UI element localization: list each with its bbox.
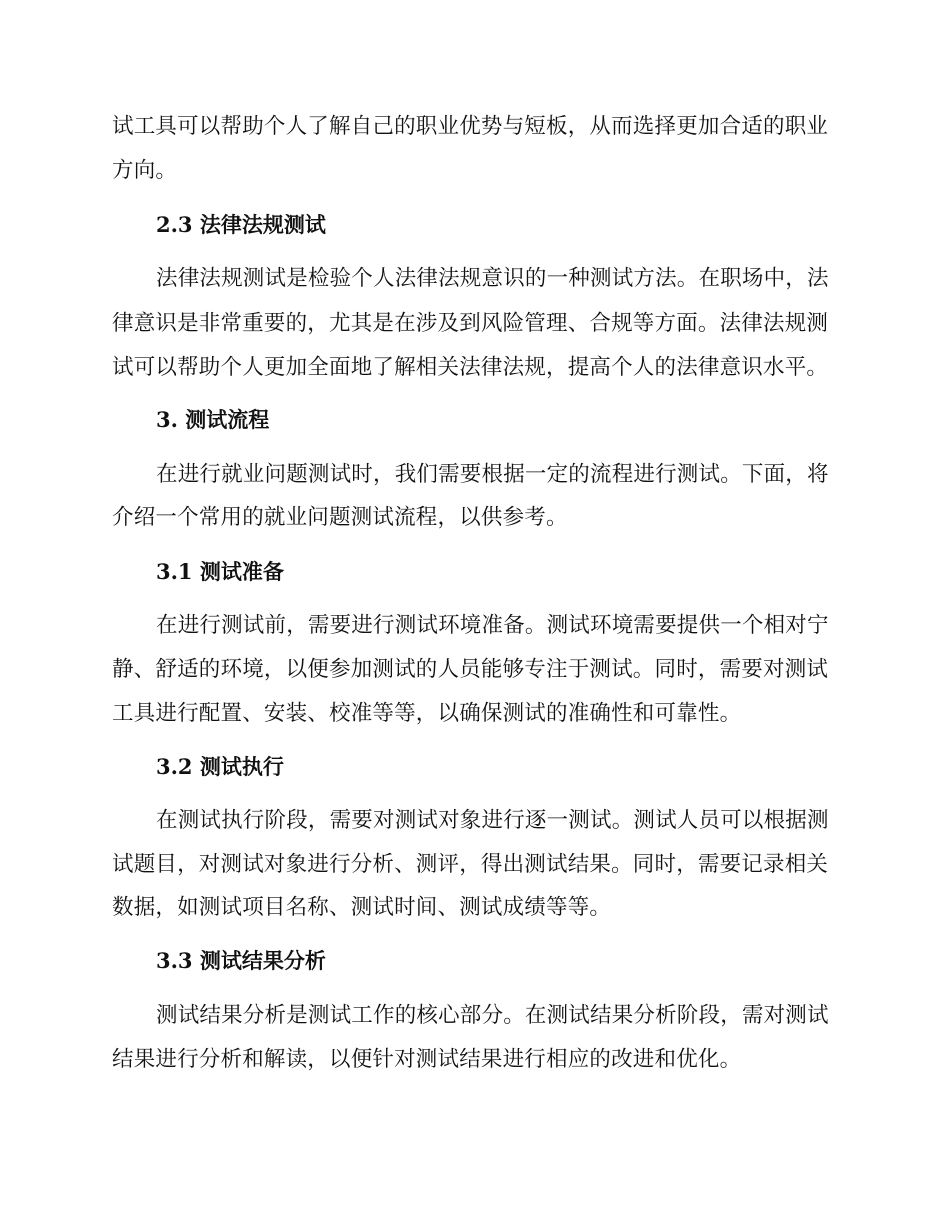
section-3-3-line-2: 结果进行分析和解读，以便针对测试结果进行相应的改进和优化。 xyxy=(112,1047,742,1072)
section-heading-3-1: 3.1 测试准备 xyxy=(156,559,284,584)
section-3-3-line-1: 测试结果分析是测试工作的核心部分。在测试结果分析阶段，需对测试 xyxy=(156,1003,829,1028)
section-3-2-line-1: 在测试执行阶段，需要对测试对象进行逐一测试。测试人员可以根据测 xyxy=(156,808,829,833)
section-3-line-1: 在进行就业问题测试时，我们需要根据一定的流程进行测试。下面，将 xyxy=(156,462,829,487)
intro-line-2: 方向。 xyxy=(112,158,178,183)
section-3-1-line-1: 在进行测试前，需要进行测试环境准备。测试环境需要提供一个相对宁 xyxy=(156,613,829,638)
section-2-3-line-1: 法律法规测试是检验个人法律法规意识的一种测试方法。在职场中，法 xyxy=(156,266,829,291)
section-heading-2-3: 2.3 法律法规测试 xyxy=(156,212,326,237)
section-heading-3-3: 3.3 测试结果分析 xyxy=(156,948,326,973)
section-3-1-line-3: 工具进行配置、安装、校准等等，以确保测试的准确性和可靠性。 xyxy=(112,701,742,726)
section-3-2-line-2: 试题目，对测试对象进行分析、测评，得出测试结果。同时，需要记录相关 xyxy=(112,852,829,877)
section-3-line-2: 介绍一个常用的就业问题测试流程，以供参考。 xyxy=(112,505,568,530)
section-3-1-line-2: 静、舒适的环境，以便参加测试的人员能够专注于测试。同时，需要对测试 xyxy=(112,657,829,682)
section-2-3-line-2: 律意识是非常重要的，尤其是在涉及到风险管理、合规等方面。法律法规测 xyxy=(112,311,829,336)
section-3-2-line-3: 数据，如测试项目名称、测试时间、测试成绩等等。 xyxy=(112,895,612,920)
section-heading-3-2: 3.2 测试执行 xyxy=(156,754,284,779)
intro-line-1: 试工具可以帮助个人了解自己的职业优势与短板，从而选择更加合适的职业 xyxy=(112,114,829,139)
section-2-3-line-3: 试可以帮助个人更加全面地了解相关法律法规，提高个人的法律意识水平。 xyxy=(112,355,829,380)
section-heading-3: 3. 测试流程 xyxy=(156,407,270,432)
